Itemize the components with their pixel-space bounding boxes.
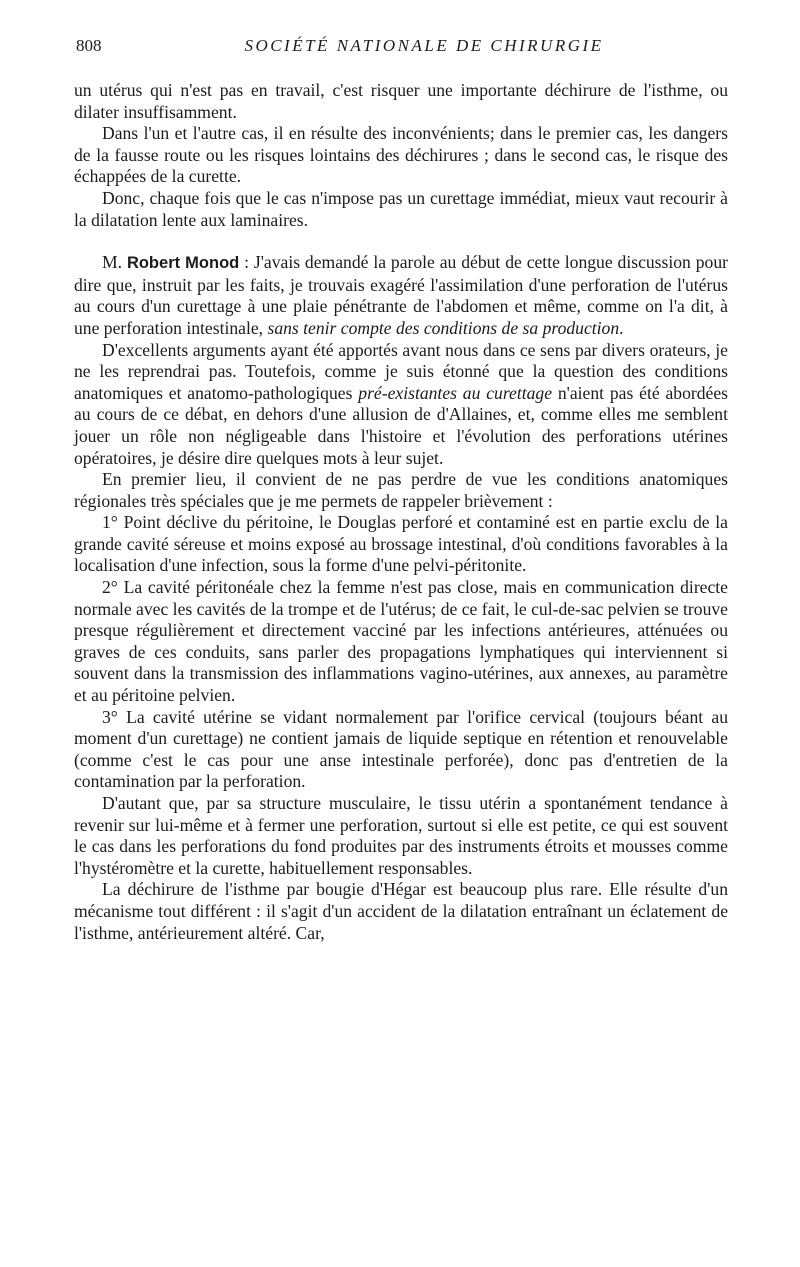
running-title: SOCIÉTÉ NATIONALE DE CHIRURGIE	[244, 36, 604, 55]
page-number: 808	[76, 36, 102, 55]
list-item: 3° La cavité utérine se vidant normalement par l'orifice cervical (toujours béant au moment d'un curettage) ne contient jamais de liquide septique en rétention et renouvelable (comme c'est le cas pour une anse intestinale perforée), donc pas d'entretien de la contamination par la perforation.	[74, 706, 728, 792]
paragraph: un utérus qui n'est pas en travail, c'est risquer une importante déchirure de l'isthme, ou dilater insuffisamment.	[74, 80, 728, 122]
speaker-prefix: M.	[102, 252, 123, 273]
body-text	[74, 80, 728, 944]
paragraph: Dans l'un et l'autre cas, il en résulte des inconvénients; dans le premier cas, les dangers de la fausse route ou les risques lointains des déchirures ; dans le second cas, le risque des échappées de la curette.	[74, 123, 728, 187]
paragraph-text: n'aient pas été abordées au cours de ce débat, en dehors d'une allusion de d'Allaines, et, comme elles me semblent jouer un rôle non négligeable dans l'histoire et l'évolution des perforations utérines opératoires, je désire dire quelques mots à leur sujet.	[74, 382, 729, 468]
paragraph: En premier lieu, il convient de ne pas perdre de vue les conditions anatomiques régionales très spéciales que je me permets de rappeler brièvement :	[74, 469, 728, 511]
list-item: 1° Point déclive du péritoine, le Douglas perforé et contaminé est en partie exclu de la grande cavité séreuse et moins exposé au brossage intestinal, d'où conditions favorables à la localisation d'une infection, sous la forme d'une pelvi-péritonite.	[74, 512, 728, 576]
paragraph-text: D'excellents arguments ayant été apportés avant nous dans ce sens par divers orateurs, je ne les reprendrai pas. Toutefois, comme je suis étonné que la question des conditions anatomiques et anatomo-pathologiques	[74, 339, 728, 403]
paragraph: La déchirure de l'isthme par bougie d'Hégar est beaucoup plus rare. Elle résulte d'un mécanisme tout différent : il s'agit d'un accident de la dilatation entraînant un éclatement de l'isthme, antérieurement altéré. Car,	[74, 879, 728, 943]
speaker-name: Robert Monod	[126, 254, 240, 273]
italic-phrase: sans tenir compte des conditions de sa production	[267, 317, 620, 338]
page-header	[76, 36, 728, 60]
paragraph	[74, 340, 728, 470]
paragraph-text: .	[619, 317, 624, 338]
list-item: 2° La cavité péritonéale chez la femme n'est pas close, mais en communication directe normale avec les cavités de la trompe et de l'utérus; de ce fait, le cul-de-sac pelvien se trouve presque régulièrement et directement vacciné par les infections antérieures, atténuées ou graves de ces conduits, sans parler des propagations lymphatiques qui interviennent si souvent dans la transmission des inflammations vagino-utérines, aux annexes, au paramètre et au péritoine pelvien.	[74, 577, 728, 706]
paragraph: Donc, chaque fois que le cas n'impose pas un curettage immédiat, mieux vaut recourir à la dilatation lente aux laminaires.	[74, 187, 728, 230]
italic-phrase: pré-existantes au curettage	[358, 382, 553, 403]
paragraph: D'autant que, par sa structure musculaire, le tissu utérin a spontanément tendance à revenir sur lui-même et à fermer une perforation, surtout si elle est petite, ce qui est souvent le cas dans les perforations du fond produites par des instruments étroits et mousses comme l'hystéromètre et la curette, habituellement responsables.	[74, 793, 728, 878]
speaker-paragraph	[74, 252, 728, 339]
paragraph-text: : J'avais demandé la parole au début de cette longue discussion pour dire que, instruit par les faits, je trouvais exagéré l'assimilation d'une perforation de l'utérus au cours d'un curettage à une plaie pénétrante de l'abdomen et même, comme on l'a dit, à une perforation intestinale,	[74, 252, 728, 338]
